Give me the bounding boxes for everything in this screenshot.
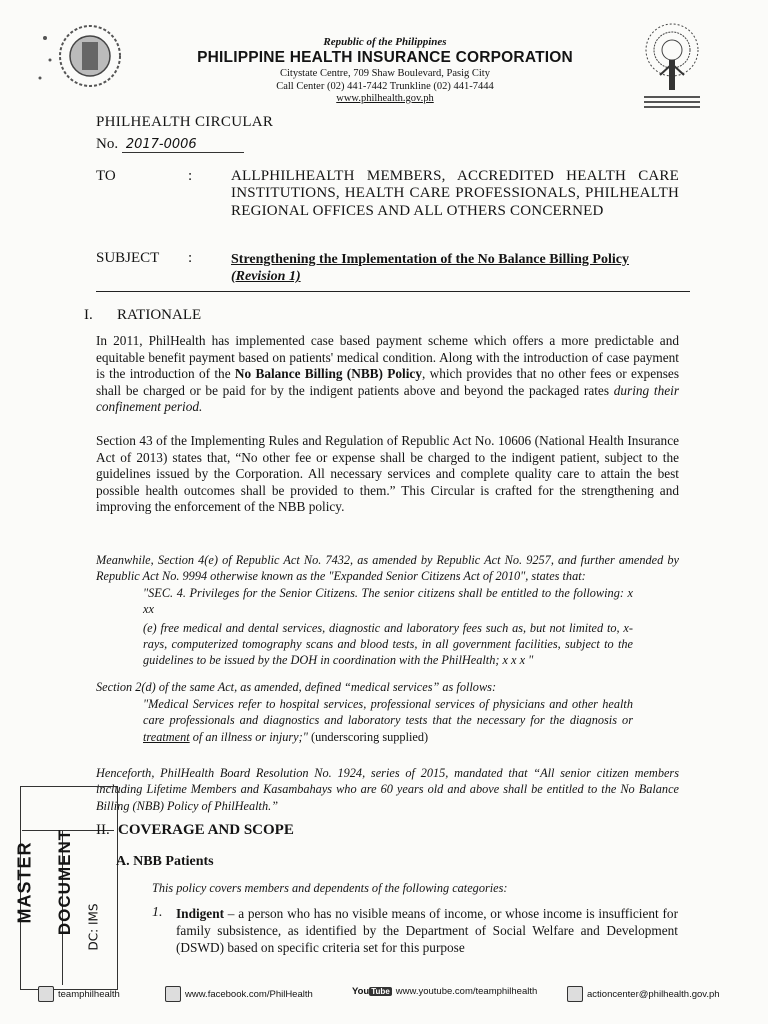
circular-number-value: 2017-0006 [122, 137, 244, 153]
p1-text-a: In 2011, PhilHealth has implemented case based payment scheme which offers a more predictable and equitable benefit payment based on patients' medical condition. Along with the introduction of case payment is the introduction of the [96, 333, 679, 382]
subject-title: Strengthening the Implementation of the No Balance Billing Policy [231, 252, 629, 267]
stamp-document-text: DOCUMENT [55, 828, 75, 936]
email-icon [567, 986, 583, 1002]
republic-line: Republic of the Philippines [323, 36, 447, 48]
section-2-number: II. [96, 822, 110, 838]
subject-revision: (Revision 1) [231, 269, 301, 284]
header-divider [96, 291, 690, 292]
p1-text-italic: during their confinement period. [96, 382, 680, 415]
contact-line: Call Center (02) 441-7442 Trunkline (02) 441-7444 [276, 81, 494, 92]
philhealth-tree-logo [632, 20, 732, 116]
corporation-name: PHILIPPINE HEALTH INSURANCE CORPORATION [197, 49, 573, 66]
subject-label: SUBJECT [96, 250, 160, 266]
section-1-title: RATIONALE [117, 307, 202, 323]
twitter-icon [38, 986, 54, 1002]
circular-title: PHILHEALTH CIRCULAR [96, 114, 274, 130]
item-1-definition: – a person who has no visible means of income, or whose income is insufficient for family subsistence, as identified by the Department of Social Welfare and Development (DSWD) based on specific criteria set for this purpose [176, 906, 678, 955]
to-colon: : [188, 168, 193, 184]
facebook-url: www.facebook.com/PhilHealth [185, 988, 313, 1000]
footer-email[interactable] [567, 986, 720, 1002]
section-1-number: I. [84, 307, 93, 323]
quote-sec4: "SEC. 4. Privileges for the Senior Citizens. The senior citizens shall be entitled to the following: x xx [143, 586, 633, 616]
address-line: Citystate Centre, 709 Shaw Boulevard, Pasig City [280, 68, 490, 79]
footer [30, 982, 750, 1002]
rationale-paragraph-1 [96, 333, 679, 416]
section-2-title: COVERAGE AND SCOPE [118, 822, 294, 838]
philhealth-seal-logo [30, 8, 125, 103]
subsection-a-title: A. NBB Patients [116, 854, 214, 869]
rationale-paragraph-4: Section 2(d) of the same Act, as amended, defined “medical services” as follows: [96, 680, 497, 694]
circular-number [96, 136, 244, 153]
q2-text-b: of an illness or injury;" [189, 729, 308, 744]
twitter-handle: teamphilhealth [58, 988, 120, 1000]
letterhead [140, 36, 630, 104]
youtube-url: www.youtube.com/teamphilhealth [395, 986, 538, 997]
email-address: actioncenter@philhealth.gov.ph [587, 988, 720, 1000]
youtube-logo-you: You [352, 986, 370, 997]
facebook-icon [165, 986, 181, 1002]
coverage-paragraph: This policy covers members and dependents of the following categories: [152, 881, 508, 895]
youtube-icon [352, 986, 392, 997]
youtube-logo-tube: Tube [371, 987, 390, 996]
item-1-number: 1. [152, 905, 163, 920]
rationale-paragraph-5: Henceforth, PhilHealth Board Resolution No. 1924, series of 2015, mandated that “All senior citizen members including Lifetime Members and Kasambahays who are 60 years old and above shall be entitled to the No Balance Billing (NBB) Policy of PhilHealth.” [96, 766, 679, 813]
website-link[interactable]: www.philhealth.gov.ph [336, 93, 434, 104]
item-1-indigent [176, 905, 678, 956]
medical-services-quote [143, 696, 633, 745]
rationale-paragraph-2: Section 43 of the Implementing Rules and Regulation of Republic Act No. 10606 (National Health Insurance Act of 2013) states that, “No other fee or expense shall be charged to the indigent patient, subject to the guidelines issued by the Corporation. All necessary services and complete quality care to attain the best possible health outcomes shall be provided to them.” This Circular is crafted for the strengthening and improving the enforcement of the NBB policy. [96, 433, 679, 515]
item-1-term: Indigent [176, 906, 225, 921]
to-label: TO [96, 168, 116, 184]
q2-underlined: treatment [143, 729, 190, 744]
rationale-paragraph-3: Meanwhile, Section 4(e) of Republic Act No. 7432, as amended by Republic Act No. 9257, and further amended by Republic Act No. 9994 otherwise known as the "Expanded Senior Citizens Act of 2010", states that: [96, 553, 679, 584]
footer-twitter[interactable] [38, 986, 120, 1002]
circular-number-label: No. [96, 136, 119, 152]
footer-facebook[interactable] [165, 986, 313, 1002]
p1-nbb-policy: No Balance Billing (NBB) Policy [234, 366, 422, 382]
q2-text-a: "Medical Services refer to hospital services, professional services of physicians and other health care professionals and diagnostics and laboratory tests that the necessary for the diagnosis or [143, 697, 633, 728]
stamp-master-text: MASTER [14, 841, 35, 924]
p1-text-b: , which provides that no other fees or expenses shall be charged or be paid for by the indigent patients above and beyond the packaged rates [96, 366, 680, 398]
footer-youtube[interactable] [352, 986, 537, 997]
q2-underscoring-note: (underscoring supplied) [307, 729, 429, 744]
to-recipients: ALLPHILHEALTH MEMBERS, ACCREDITED HEALTH CARE INSTITUTIONS, HEALTH CARE PROFESSIONALS, PHILHEALTH REGIONAL OFFICES AND ALL OTHERS CONCERNED [231, 168, 679, 219]
stamp-dc-text: DC: IMS [86, 903, 101, 951]
senior-citizen-quote [143, 585, 633, 671]
quote-sec4-e: (e) free medical and dental services, diagnostic and laboratory fees such as, but not limited to, x-rays, computerized tomography scans and blood tests, in all government facilities, subject to the guidelines to be issued by the DOH in coordination with the PhilHealth; x x x " [143, 621, 633, 667]
subject-text [231, 251, 679, 285]
subject-colon: : [188, 250, 193, 266]
